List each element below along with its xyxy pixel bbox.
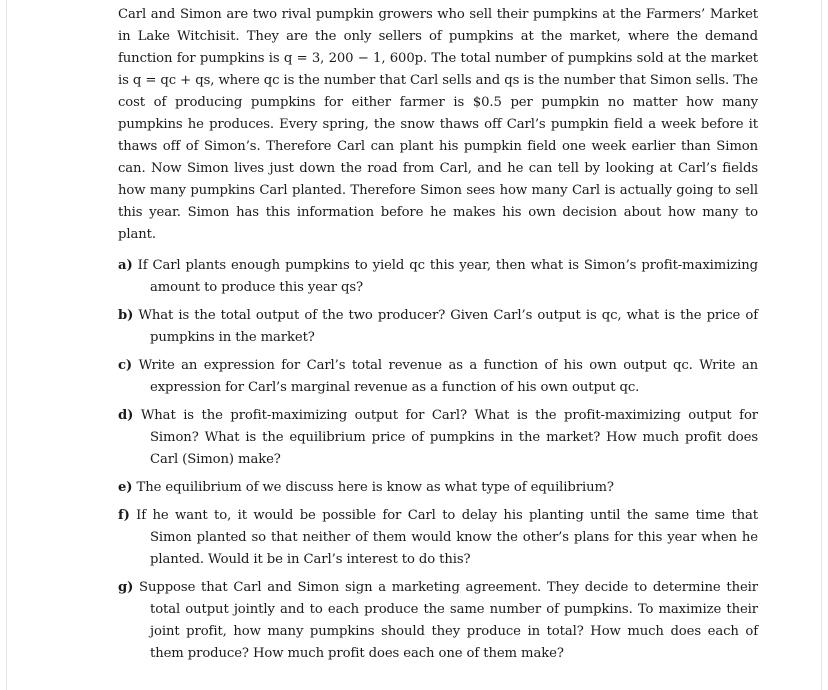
question-text: Suppose that Carl and Simon sign a marketing agreement. They decide to determine their total output jointly and to each produce the same number of pumpkins. To maximize their joint profit, how many pumpkins should they produce in total? How much does each of them produce? How much profit does each one of them make? — [139, 580, 759, 661]
question-list — [118, 255, 758, 665]
question-text: What is the profit-maximizing output for Carl? What is the profit-maximizing output for Simon? What is the equilibrium price of pumpkins in the market? How much profit does Carl (Simon) make? — [140, 408, 759, 467]
question-text: Write an expression for Carl’s total revenue as a function of his own output qc. Write an expression for Carl’s marginal revenue as a function of his own output qc. — [138, 358, 758, 395]
document-page — [6, 0, 822, 690]
question-f — [118, 505, 758, 571]
question-e — [118, 477, 758, 499]
question-letter: e) — [118, 480, 133, 495]
document-content — [118, 4, 758, 671]
question-text: The equilibrium of we discuss here is know as what type of equilibrium? — [136, 480, 614, 495]
question-a — [118, 255, 758, 299]
question-c — [118, 355, 758, 399]
question-d — [118, 405, 758, 471]
question-text: If Carl plants enough pumpkins to yield qc this year, then what is Simon’s profit-maximizing amount to produce this year qs? — [137, 258, 759, 295]
question-letter: a) — [118, 258, 133, 273]
question-text: If he want to, it would be possible for Carl to delay his planting until the same time that Simon planted so that neither of them would know the other’s plans for this year when he planted. Would it be in Carl’s interest to do this? — [136, 508, 758, 567]
question-letter: c) — [118, 358, 133, 373]
question-letter: d) — [118, 408, 134, 423]
question-letter: b) — [118, 308, 134, 323]
question-text: What is the total output of the two producer? Given Carl’s output is qc, what is the price of pumpkins in the market? — [138, 308, 758, 345]
question-b — [118, 305, 758, 349]
question-letter: g) — [118, 580, 134, 595]
question-g — [118, 577, 758, 665]
problem-statement: Carl and Simon are two rival pumpkin growers who sell their pumpkins at the Farmers’ Market in Lake Witchisit. They are the only sellers of pumpkins at the market, where the demand function for pumpkins is q = 3, 200 − 1, 600p. The total number of pumpkins sold at the market is q = qc + qs, where qc is the number that Carl sells and qs is the number that Simon sells. The cost of producing pumpkins for either farmer is $0.5 per pumpkin no matter how many pumpkins he produces. Every spring, the snow thaws off Carl’s pumpkin field a week before it thaws off of Simon’s. Therefore Carl can plant his pumpkin field one week earlier than Simon can. Now Simon lives just down the road from Carl, and he can tell by looking at Carl’s fields how many pumpkins Carl planted. Therefore Simon sees how many Carl is actually going to sell this year. Simon has this information before he makes his own decision about how many to plant. — [118, 7, 758, 242]
question-letter: f) — [118, 508, 130, 523]
